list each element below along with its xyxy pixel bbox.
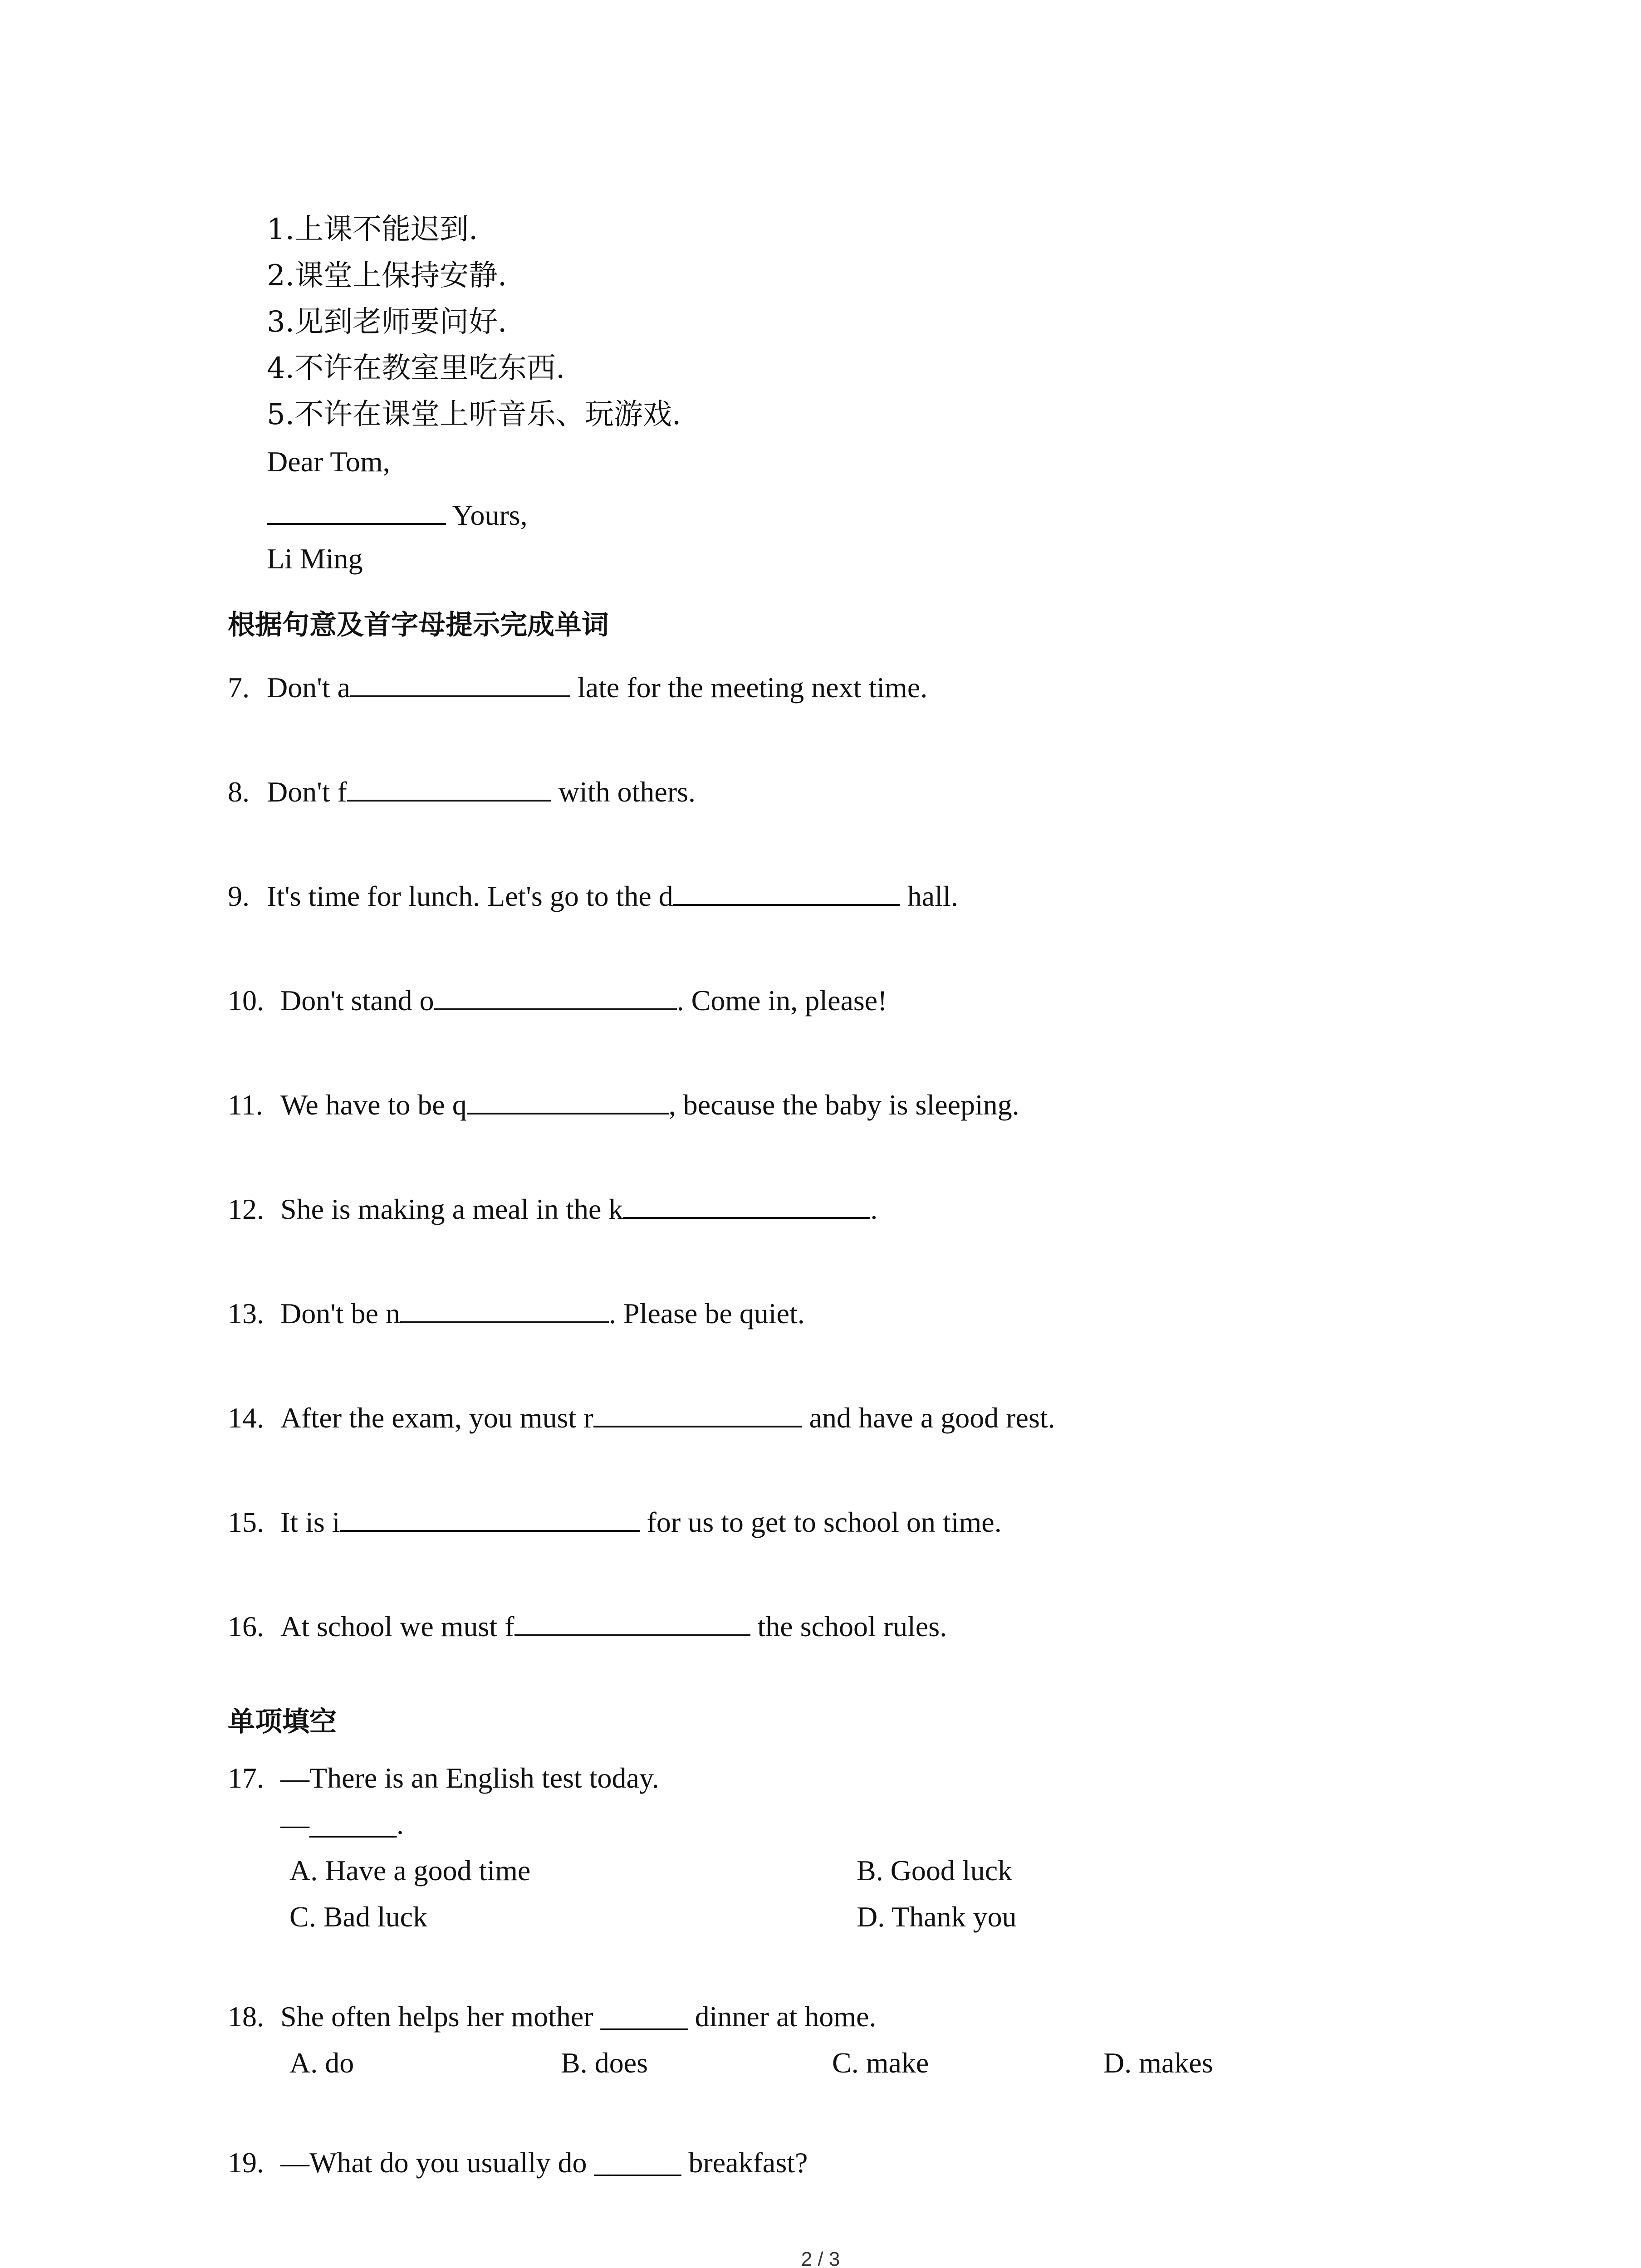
- question-15: [228, 1502, 1002, 1540]
- question-number: 19.: [228, 2146, 264, 2179]
- answer-blank[interactable]: [347, 772, 551, 802]
- question-number: 17.: [228, 1762, 264, 1794]
- question-number: 9.: [228, 880, 250, 912]
- option-b[interactable]: B. does: [561, 2047, 648, 2079]
- answer-blank[interactable]: [467, 1085, 669, 1114]
- option-a[interactable]: A. Have a good time: [289, 1854, 531, 1887]
- question-11: [228, 1085, 1019, 1123]
- question-number: 8.: [228, 775, 250, 808]
- question-number: 13.: [228, 1297, 264, 1330]
- option-c[interactable]: C. make: [832, 2047, 929, 2079]
- question-text: —What do you usually do ______ breakfast?: [280, 2146, 808, 2179]
- option-d[interactable]: D. makes: [1103, 2047, 1213, 2079]
- answer-blank[interactable]: [623, 1189, 870, 1219]
- option-c[interactable]: C. Bad luck: [289, 1901, 427, 1933]
- rule-1: 1.上课不能迟到.: [267, 213, 478, 246]
- question-number: 16.: [228, 1610, 264, 1642]
- question-text-before: After the exam, you must r: [280, 1401, 593, 1434]
- question-number: 15.: [228, 1505, 264, 1538]
- question-number: 7.: [228, 671, 250, 704]
- question-number: 14.: [228, 1401, 264, 1434]
- rule-4: 4.不许在教室里吃东西.: [267, 352, 565, 385]
- option-a[interactable]: A. do: [289, 2047, 354, 2079]
- question-number: 11.: [228, 1088, 263, 1121]
- answer-blank[interactable]: [514, 1607, 750, 1636]
- option-b[interactable]: B. Good luck: [857, 1854, 1013, 1887]
- page-number: 2 / 3: [801, 2248, 840, 2268]
- question-14: [228, 1398, 1055, 1436]
- letter-closing-line: [267, 495, 528, 533]
- question-9: [228, 876, 958, 914]
- question-19: [228, 2146, 808, 2180]
- question-number: 10.: [228, 984, 264, 1017]
- question-text-before: At school we must f: [280, 1610, 514, 1642]
- question-10: [228, 981, 887, 1018]
- question-text-after: the school rules.: [750, 1610, 947, 1642]
- signature-blank[interactable]: [267, 495, 446, 525]
- question-text-after: , because the baby is sleeping.: [668, 1088, 1019, 1121]
- question-text-before: She is making a meal in the k: [280, 1193, 623, 1225]
- question-18: [228, 1999, 876, 2034]
- answer-blank[interactable]: [350, 668, 570, 697]
- question-17: [228, 1761, 659, 1796]
- answer-blank[interactable]: [400, 1294, 609, 1323]
- question-12: [228, 1189, 877, 1227]
- question-text-before: Don't stand o: [280, 984, 434, 1017]
- question-text-after: . Come in, please!: [676, 984, 887, 1017]
- question-text-before: Don't f: [267, 775, 347, 808]
- question-number: 12.: [228, 1193, 264, 1225]
- letter-signature: Li Ming: [267, 543, 363, 575]
- question-text-before: It is i: [280, 1505, 340, 1538]
- option-d[interactable]: D. Thank you: [857, 1901, 1017, 1933]
- rule-2: 2.课堂上保持安静.: [267, 259, 507, 293]
- question-number: 18.: [228, 2000, 264, 2033]
- question-text-after: hall.: [900, 880, 958, 912]
- answer-blank[interactable]: [673, 876, 900, 906]
- question-text-before: It's time for lunch. Let's go to the d: [267, 880, 673, 912]
- question-text: She often helps her mother ______ dinner at home.: [280, 2000, 877, 2033]
- question-text-after: for us to get to school on time.: [639, 1505, 1002, 1538]
- question-text-before: Don't a: [267, 671, 350, 704]
- question-text-before: Don't be n: [280, 1297, 400, 1330]
- question-16: [228, 1607, 947, 1644]
- question-17-response: —______.: [280, 1808, 404, 1840]
- answer-blank[interactable]: [593, 1398, 802, 1427]
- question-text: —There is an English test today.: [280, 1762, 659, 1794]
- question-8: [228, 772, 696, 810]
- answer-blank[interactable]: [434, 981, 677, 1010]
- question-text-after: .: [870, 1193, 878, 1225]
- rule-5: 5.不许在课堂上听音乐、玩游戏.: [267, 398, 681, 431]
- question-text-after: late for the meeting next time.: [570, 671, 928, 704]
- letter-greeting: Dear Tom,: [267, 445, 390, 478]
- question-7: [228, 668, 927, 705]
- question-text-after: with others.: [551, 775, 696, 808]
- question-text-before: We have to be q: [280, 1088, 467, 1121]
- section-title-word-completion: 根据句意及首字母提示完成单词: [228, 609, 609, 641]
- question-text-after: and have a good rest.: [802, 1401, 1055, 1434]
- letter-closing: Yours,: [452, 499, 528, 531]
- answer-blank[interactable]: [340, 1502, 640, 1532]
- section-title-multiple-choice: 单项填空: [228, 1706, 337, 1738]
- question-text-after: . Please be quiet.: [608, 1297, 805, 1330]
- question-13: [228, 1294, 805, 1331]
- rule-3: 3.见到老师要问好.: [267, 305, 507, 339]
